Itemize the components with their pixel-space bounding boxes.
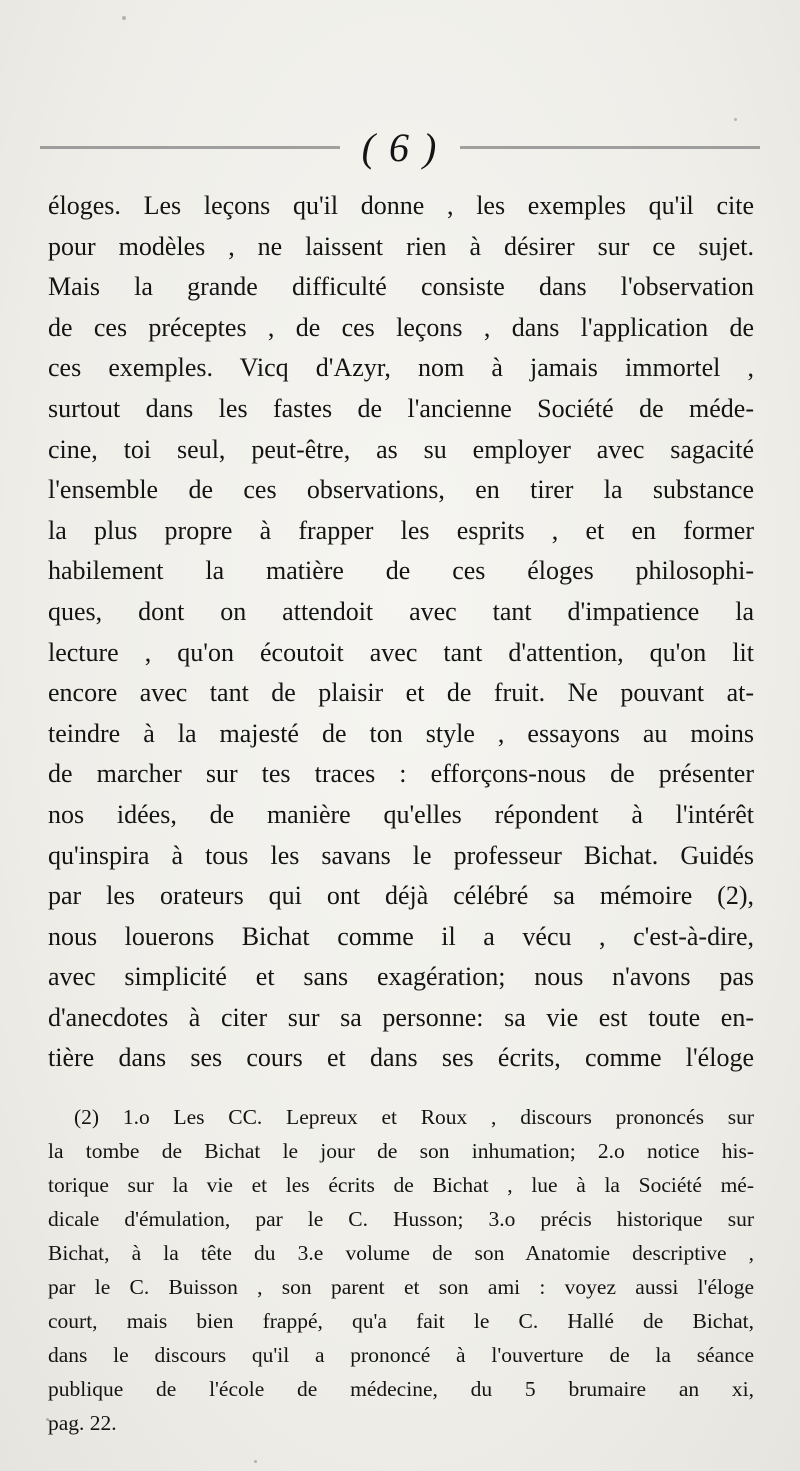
text-line: avec simplicité et sans exagération; nous n'avons pas bbox=[48, 962, 754, 992]
footnote-line: court, mais bien frappé, qu'a fait le C. Hallé de Bichat, bbox=[48, 1309, 754, 1333]
footnote-line: dicale d'émulation, par le C. Husson; 3.o précis historique sur bbox=[48, 1207, 754, 1231]
main-text-block bbox=[48, 186, 754, 1079]
running-head bbox=[40, 118, 760, 178]
text-line: par les orateurs qui ont déjà célébré sa mémoire (2), bbox=[48, 881, 754, 911]
text-line: habilement la matière de ces éloges philosophi- bbox=[48, 556, 754, 586]
footnote-line: la tombe de Bichat le jour de son inhumation; 2.o notice his- bbox=[48, 1139, 754, 1163]
paper-speck bbox=[122, 16, 126, 20]
text-line: encore avec tant de plaisir et de fruit. Ne pouvant at- bbox=[48, 678, 754, 708]
footnote-line: pag. 22. bbox=[48, 1411, 117, 1435]
text-line: tière dans ses cours et dans ses écrits, comme l'éloge bbox=[48, 1043, 754, 1073]
text-line: pour modèles , ne laissent rien à désirer sur ce sujet. bbox=[48, 231, 754, 261]
text-line: la plus propre à frapper les esprits , et en former bbox=[48, 515, 754, 545]
text-line: Mais la grande difficulté consiste dans l'observation bbox=[48, 272, 754, 302]
footnote-line: (2) 1.o Les CC. Lepreux et Roux , discours prononcés sur bbox=[74, 1105, 754, 1129]
text-line: teindre à la majesté de ton style , essayons au moins bbox=[48, 718, 754, 748]
footnote-line: dans le discours qu'il a prononcé à l'ouverture de la séance bbox=[48, 1343, 754, 1367]
text-line: d'anecdotes à citer sur sa personne: sa vie est toute en- bbox=[48, 1002, 754, 1032]
text-line: nous louerons Bichat comme il a vécu , c'est-à-dire, bbox=[48, 921, 754, 951]
text-line: cine, toi seul, peut-être, as su employer avec sagacité bbox=[48, 434, 754, 464]
text-line: de marcher sur tes traces : efforçons-nous de présenter bbox=[48, 759, 754, 789]
text-line: ques, dont on attendoit avec tant d'impatience la bbox=[48, 596, 754, 626]
footnote-line: Bichat, à la tête du 3.e volume de son Anatomie descriptive , bbox=[48, 1241, 754, 1265]
text-line: qu'inspira à tous les savans le professeur Bichat. Guidés bbox=[48, 840, 754, 870]
footnote-block bbox=[48, 1100, 754, 1440]
text-line: de ces préceptes , de ces leçons , dans l'application de bbox=[48, 312, 754, 342]
page-number: ( 6 ) bbox=[361, 125, 439, 170]
text-line: éloges. Les leçons qu'il donne , les exemples qu'il cite bbox=[48, 191, 754, 220]
text-line: surtout dans les fastes de l'ancienne Société de méde- bbox=[48, 393, 754, 423]
text-line: lecture , qu'on écoutoit avec tant d'attention, qu'on lit bbox=[48, 637, 754, 667]
paper-speck bbox=[254, 1460, 257, 1463]
text-line: l'ensemble de ces observations, en tirer la substance bbox=[48, 475, 754, 505]
footnote-line: publique de l'école de médecine, du 5 brumaire an xi, bbox=[48, 1377, 754, 1401]
footnote-line: par le C. Buisson , son parent et son ami : voyez aussi l'éloge bbox=[48, 1275, 754, 1299]
text-line: ces exemples. Vicq d'Azyr, nom à jamais immortel , bbox=[48, 353, 754, 383]
text-line: nos idées, de manière qu'elles répondent à l'intérêt bbox=[48, 799, 754, 829]
footnote-line: torique sur la vie et les écrits de Bichat , lue à la Société mé- bbox=[48, 1173, 754, 1197]
